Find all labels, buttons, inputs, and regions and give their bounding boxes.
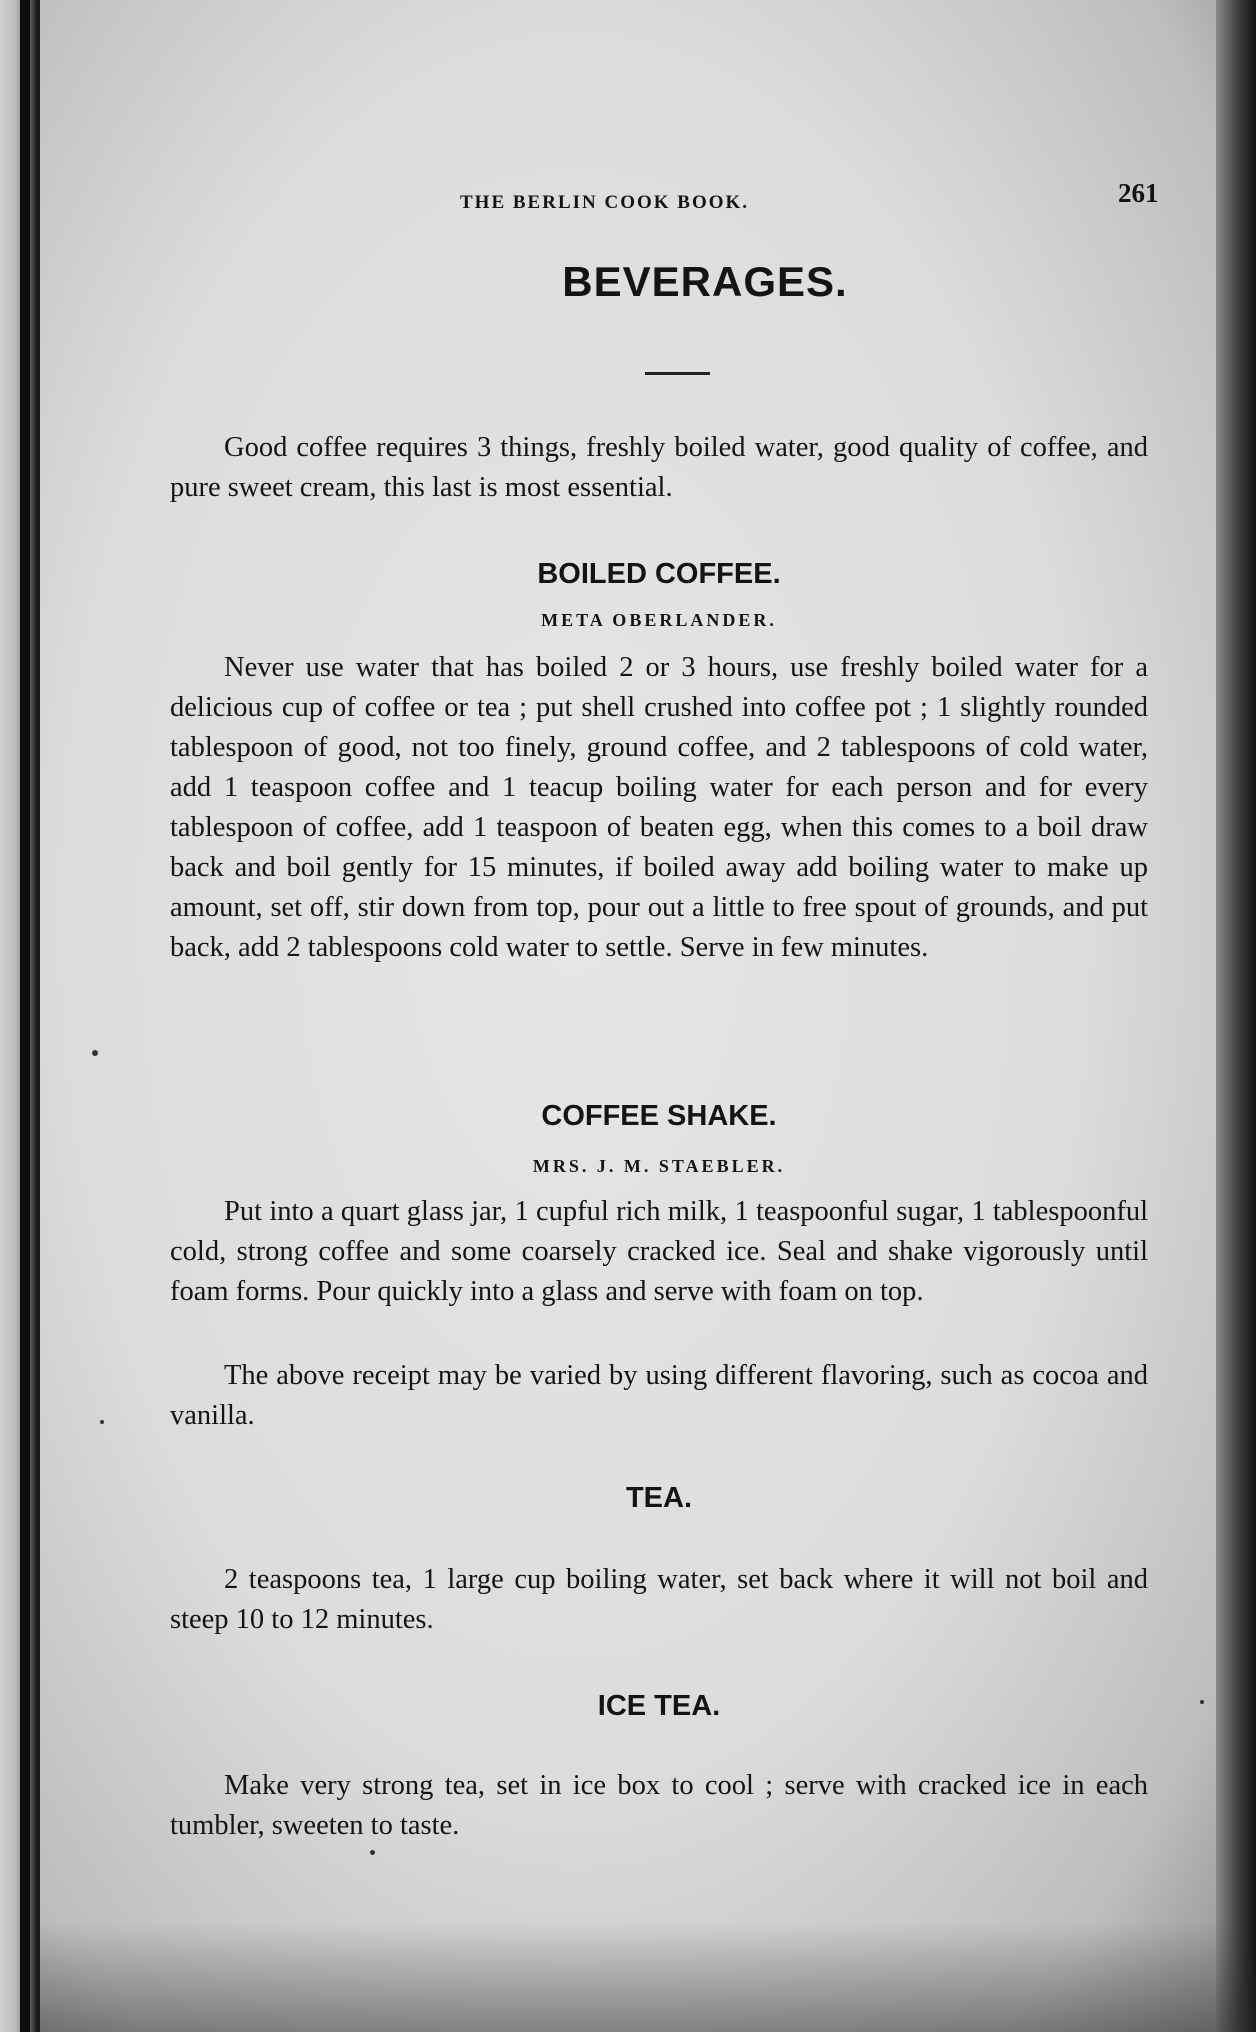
recipe-paragraph-tea: 2 teaspoons tea, 1 large cup boiling water, set back where it will not boil and steep 10 to 12 minutes. — [170, 1564, 1148, 1635]
title-rule — [645, 372, 710, 375]
scan-speck — [92, 1050, 98, 1056]
recipe-title-boiled-coffee: BOILED COFFEE. — [537, 558, 781, 590]
right-page-shadow — [1216, 0, 1256, 2032]
recipe-paragraph-coffee-shake: Put into a quart glass jar, 1 cupful rich milk, 1 teaspoonful sugar, 1 tablespoonful cold, strong coffee and some coarsely cracked ice. Seal and shake vigorously until foam forms. Pour quickly into a glass and serve with foam on top. — [170, 1196, 1148, 1307]
recipe-title-tea: TEA. — [625, 1482, 693, 1514]
chapter-title: BEVERAGES. — [562, 258, 848, 305]
recipe-paragraph-ice-tea: Make very strong tea, set in ice box to cool ; serve with cracked ice in each tumbler, sweeten to taste. — [170, 1770, 1148, 1841]
recipe-title-coffee-shake: COFFEE SHAKE. — [541, 1100, 777, 1132]
recipe-paragraph-coffee-shake-variation: The above receipt may be varied by using different flavoring, such as cocoa and vanilla. — [170, 1360, 1148, 1431]
running-head: THE BERLIN COOK BOOK. — [460, 192, 750, 213]
recipe-author-coffee-shake: MRS. J. M. STAEBLER. — [532, 1156, 786, 1176]
recipe-author-boiled-coffee: META OBERLANDER. — [541, 610, 777, 630]
scan-speck — [370, 1850, 375, 1855]
scan-speck — [100, 1420, 104, 1424]
bottom-page-shadow — [40, 1922, 1256, 2032]
scan-speck — [1200, 1700, 1204, 1704]
recipe-title-ice-tea: ICE TEA. — [597, 1690, 721, 1722]
binding-line — [20, 0, 30, 2032]
page-number: 261 — [1118, 178, 1159, 208]
book-page — [40, 0, 1230, 2032]
recipe-paragraph-boiled-coffee: Never use water that has boiled 2 or 3 hours, use freshly boiled water for a delicious cup of coffee or tea ; put shell crushed into coffee pot ; 1 slightly rounded tablespoon of good, not too finely, ground coffee, and 2 tablespoons of cold water, add 1 teaspoon coffee and 1 teacup boiling water for each person and for every tablespoon of coffee, add 1 teaspoon of beaten egg, when this comes to a boil draw back and boil gently for 15 minutes, if boiled away add boiling water to make up amount, set off, stir down from top, pour out a little to free spout of grounds, and put back, add 2 tablespoons cold water to settle. Serve in few minutes. — [170, 652, 1148, 963]
left-page-edge — [0, 0, 38, 2032]
intro-paragraph: Good coffee requires 3 things, freshly boiled water, good quality of coffee, and pure sweet cream, this last is most essential. — [170, 432, 1148, 503]
